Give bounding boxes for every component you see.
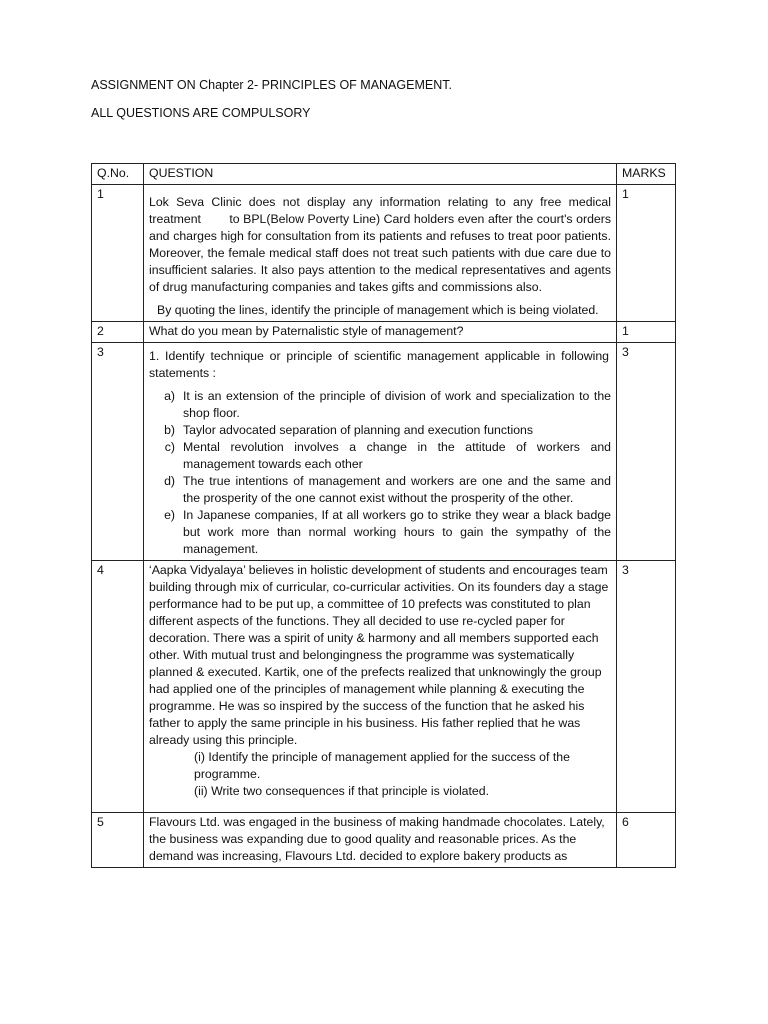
question-number: 2	[92, 322, 144, 343]
question-number: 4	[92, 561, 144, 813]
item-letter: c)	[164, 440, 175, 454]
marks-value: 3	[617, 561, 676, 813]
table-row	[92, 813, 676, 868]
instructions: ALL QUESTIONS ARE COMPULSORY	[91, 106, 311, 120]
table-row	[92, 561, 676, 813]
question-number: 3	[92, 343, 144, 561]
question-number: 5	[92, 813, 144, 868]
table-row	[92, 343, 676, 561]
item-text: The true intentions of management and workers are one and the same and the prosperity of the one cannot exist without the prosperity of the other.	[183, 474, 611, 505]
marks-value: 6	[617, 813, 676, 868]
list-item	[149, 473, 611, 507]
sub-question-1: (i) Identify the principle of management applied for the success of the programme.	[194, 750, 570, 781]
question-text: ‘Aapka Vidyalaya’ believes in holistic development of students and encourages team building through mix of curricular, co-curricular activities. On its founders day a stage performance had to be put up, a committee of 10 prefects was constituted to plan different aspects of the functions. They all decided to use re-cycled paper for decoration. There was a spirit of unity & harmony and all members supported each other. With mutual trust and belongingness the programme was systematically planned & executed. Kartik, one of the prefects realized that unknowingly the group had applied one of the principles of management while planning & executing the programme. He was so inspired by the success of the function that he asked his father to apply the same principle in his business. His father replied that he was already using this principle.	[149, 563, 609, 747]
item-text: Taylor advocated separation of planning and execution functions	[183, 423, 534, 437]
item-letter: b)	[164, 423, 175, 437]
question-text: Lok Seva Clinic does not display any information relating to any free medical treatment to BPL(Below Poverty Line) Card holders even after the court's orders and charges high for consultation from its patients and refuses to treat poor patients. Moreover, the female medical staff does not treat such patients with due care due to insufficient salaries. It also pays attention to the medical representatives and agents of drug manufacturing companies and takes gifts and commissions also.	[149, 195, 615, 294]
header-marks: MARKS	[617, 164, 676, 185]
marks-value: 3	[617, 343, 676, 561]
marks-value: 1	[617, 322, 676, 343]
questions-table	[91, 163, 676, 868]
item-text: It is an extension of the principle of division of work and specialization to the shop floor.	[183, 389, 611, 420]
sub-question-2: (ii) Write two consequences if that principle is violated.	[194, 784, 490, 798]
list-item	[149, 507, 611, 558]
question-cell	[144, 185, 617, 322]
item-letter: a)	[164, 389, 175, 403]
table-row	[92, 185, 676, 322]
question-text: What do you mean by Paternalistic style of management?	[144, 322, 617, 343]
statement-list	[149, 388, 611, 558]
question-cell	[144, 343, 617, 561]
header-question: QUESTION	[144, 164, 617, 185]
marks-value: 1	[617, 185, 676, 322]
question-cell	[144, 561, 617, 813]
header-qno: Q.No.	[92, 164, 144, 185]
assignment-title: ASSIGNMENT ON Chapter 2- PRINCIPLES OF MANAGEMENT.	[91, 78, 452, 92]
list-item	[149, 439, 611, 473]
item-letter: e)	[164, 508, 175, 522]
table-row	[92, 322, 676, 343]
list-item	[149, 422, 611, 439]
item-text: In Japanese companies, If at all workers go to strike they wear a black badge but work more than normal working hours to gain the sympathy of the management.	[183, 508, 611, 556]
list-item	[149, 388, 611, 422]
question-text: Flavours Ltd. was engaged in the business of making handmade chocolates. Lately, the business was expanding due to good quality and reasonable prices. As the demand was increasing, Flavours Ltd. decided to explore bakery products as	[144, 813, 617, 868]
question-prompt: By quoting the lines, identify the principle of management which is being violated.	[157, 303, 599, 317]
item-text: Mental revolution involves a change in the attitude of workers and management towards each other	[183, 440, 611, 471]
question-number: 1	[92, 185, 144, 322]
table-header-row	[92, 164, 676, 185]
question-intro: 1. Identify technique or principle of scientific management applicable in following statements :	[149, 349, 609, 380]
item-letter: d)	[164, 474, 175, 488]
